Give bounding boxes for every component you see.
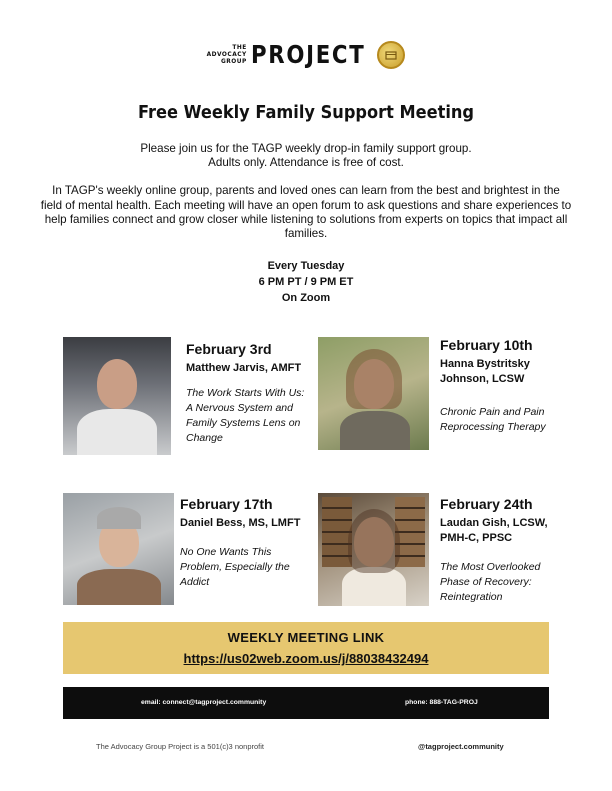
footer-handle[interactable]: @tagproject.community <box>418 742 504 751</box>
speaker-name: Daniel Bess, MS, LMFT <box>180 517 301 529</box>
speaker-photo-4 <box>318 493 429 606</box>
speaker-photo-3 <box>63 493 174 605</box>
speaker-topic: Chronic Pain and Pain Reprocessing Therapy <box>440 406 546 433</box>
meeting-link-box <box>63 622 549 674</box>
schedule-time: 6 PM PT / 9 PM ET <box>258 276 354 288</box>
speaker-card-2 <box>440 336 565 435</box>
speaker-card-3 <box>180 495 310 590</box>
intro-lines: Please join us for the TAGP weekly drop-in family support group. Adults only. Attendance is free of cost. <box>140 142 472 170</box>
speaker-topic: The Most Overlooked Phase of Recovery: Reintegration <box>440 561 541 603</box>
speaker-name: Matthew Jarvis, AMFT <box>186 362 302 374</box>
schedule-platform: On Zoom <box>281 292 331 304</box>
coin-emblem-icon <box>377 41 405 69</box>
speaker-date: February 10th <box>440 337 533 353</box>
speaker-date: February 24th <box>440 496 533 512</box>
speaker-photo-2 <box>318 337 429 450</box>
intro-paragraph: In TAGP's weekly online group, parents and loved ones can learn from the best and brightest in the field of mental health. Each meeting will have an open forum to ask questions and share experiences to help families connect and grow closer while listening to solutions from experts on topics that impact all families. <box>40 184 572 241</box>
speaker-date: February 3rd <box>186 341 272 357</box>
logo-small-text: THE ADVOCACY GROUP <box>206 43 247 65</box>
speaker-card-1 <box>186 340 311 446</box>
intro <box>40 142 572 241</box>
speaker-topic: No One Wants This Problem, Especially the Addict <box>180 546 290 588</box>
contact-bar <box>63 687 549 719</box>
speaker-photo-1 <box>63 337 171 455</box>
contact-phone[interactable]: phone: 888-TAG-PROJ <box>405 699 478 706</box>
footer-nonprofit: The Advocacy Group Project is a 501(c)3 nonprofit <box>96 742 265 751</box>
schedule-day: Every Tuesday <box>267 260 345 272</box>
contact-email[interactable]: email: connect@tagproject.community <box>141 699 267 706</box>
speaker-date: February 17th <box>180 496 273 512</box>
logo-wordmark: PROJECT <box>250 40 366 69</box>
meeting-link-heading: WEEKLY MEETING LINK <box>227 630 385 645</box>
meeting-link[interactable]: https://us02web.zoom.us/j/88038432494 <box>183 651 429 666</box>
page-title: Free Weekly Family Support Meeting <box>137 102 475 123</box>
speaker-name: Hanna Bystritsky Johnson, LCSW <box>440 358 530 385</box>
schedule <box>0 258 612 306</box>
speaker-topic: The Work Starts With Us: A Nervous System and Family Systems Lens on Change <box>186 387 305 444</box>
speaker-card-4 <box>440 495 570 605</box>
speaker-name: Laudan Gish, LCSW, PMH-C, PPSC <box>440 517 548 544</box>
logo <box>0 40 612 69</box>
